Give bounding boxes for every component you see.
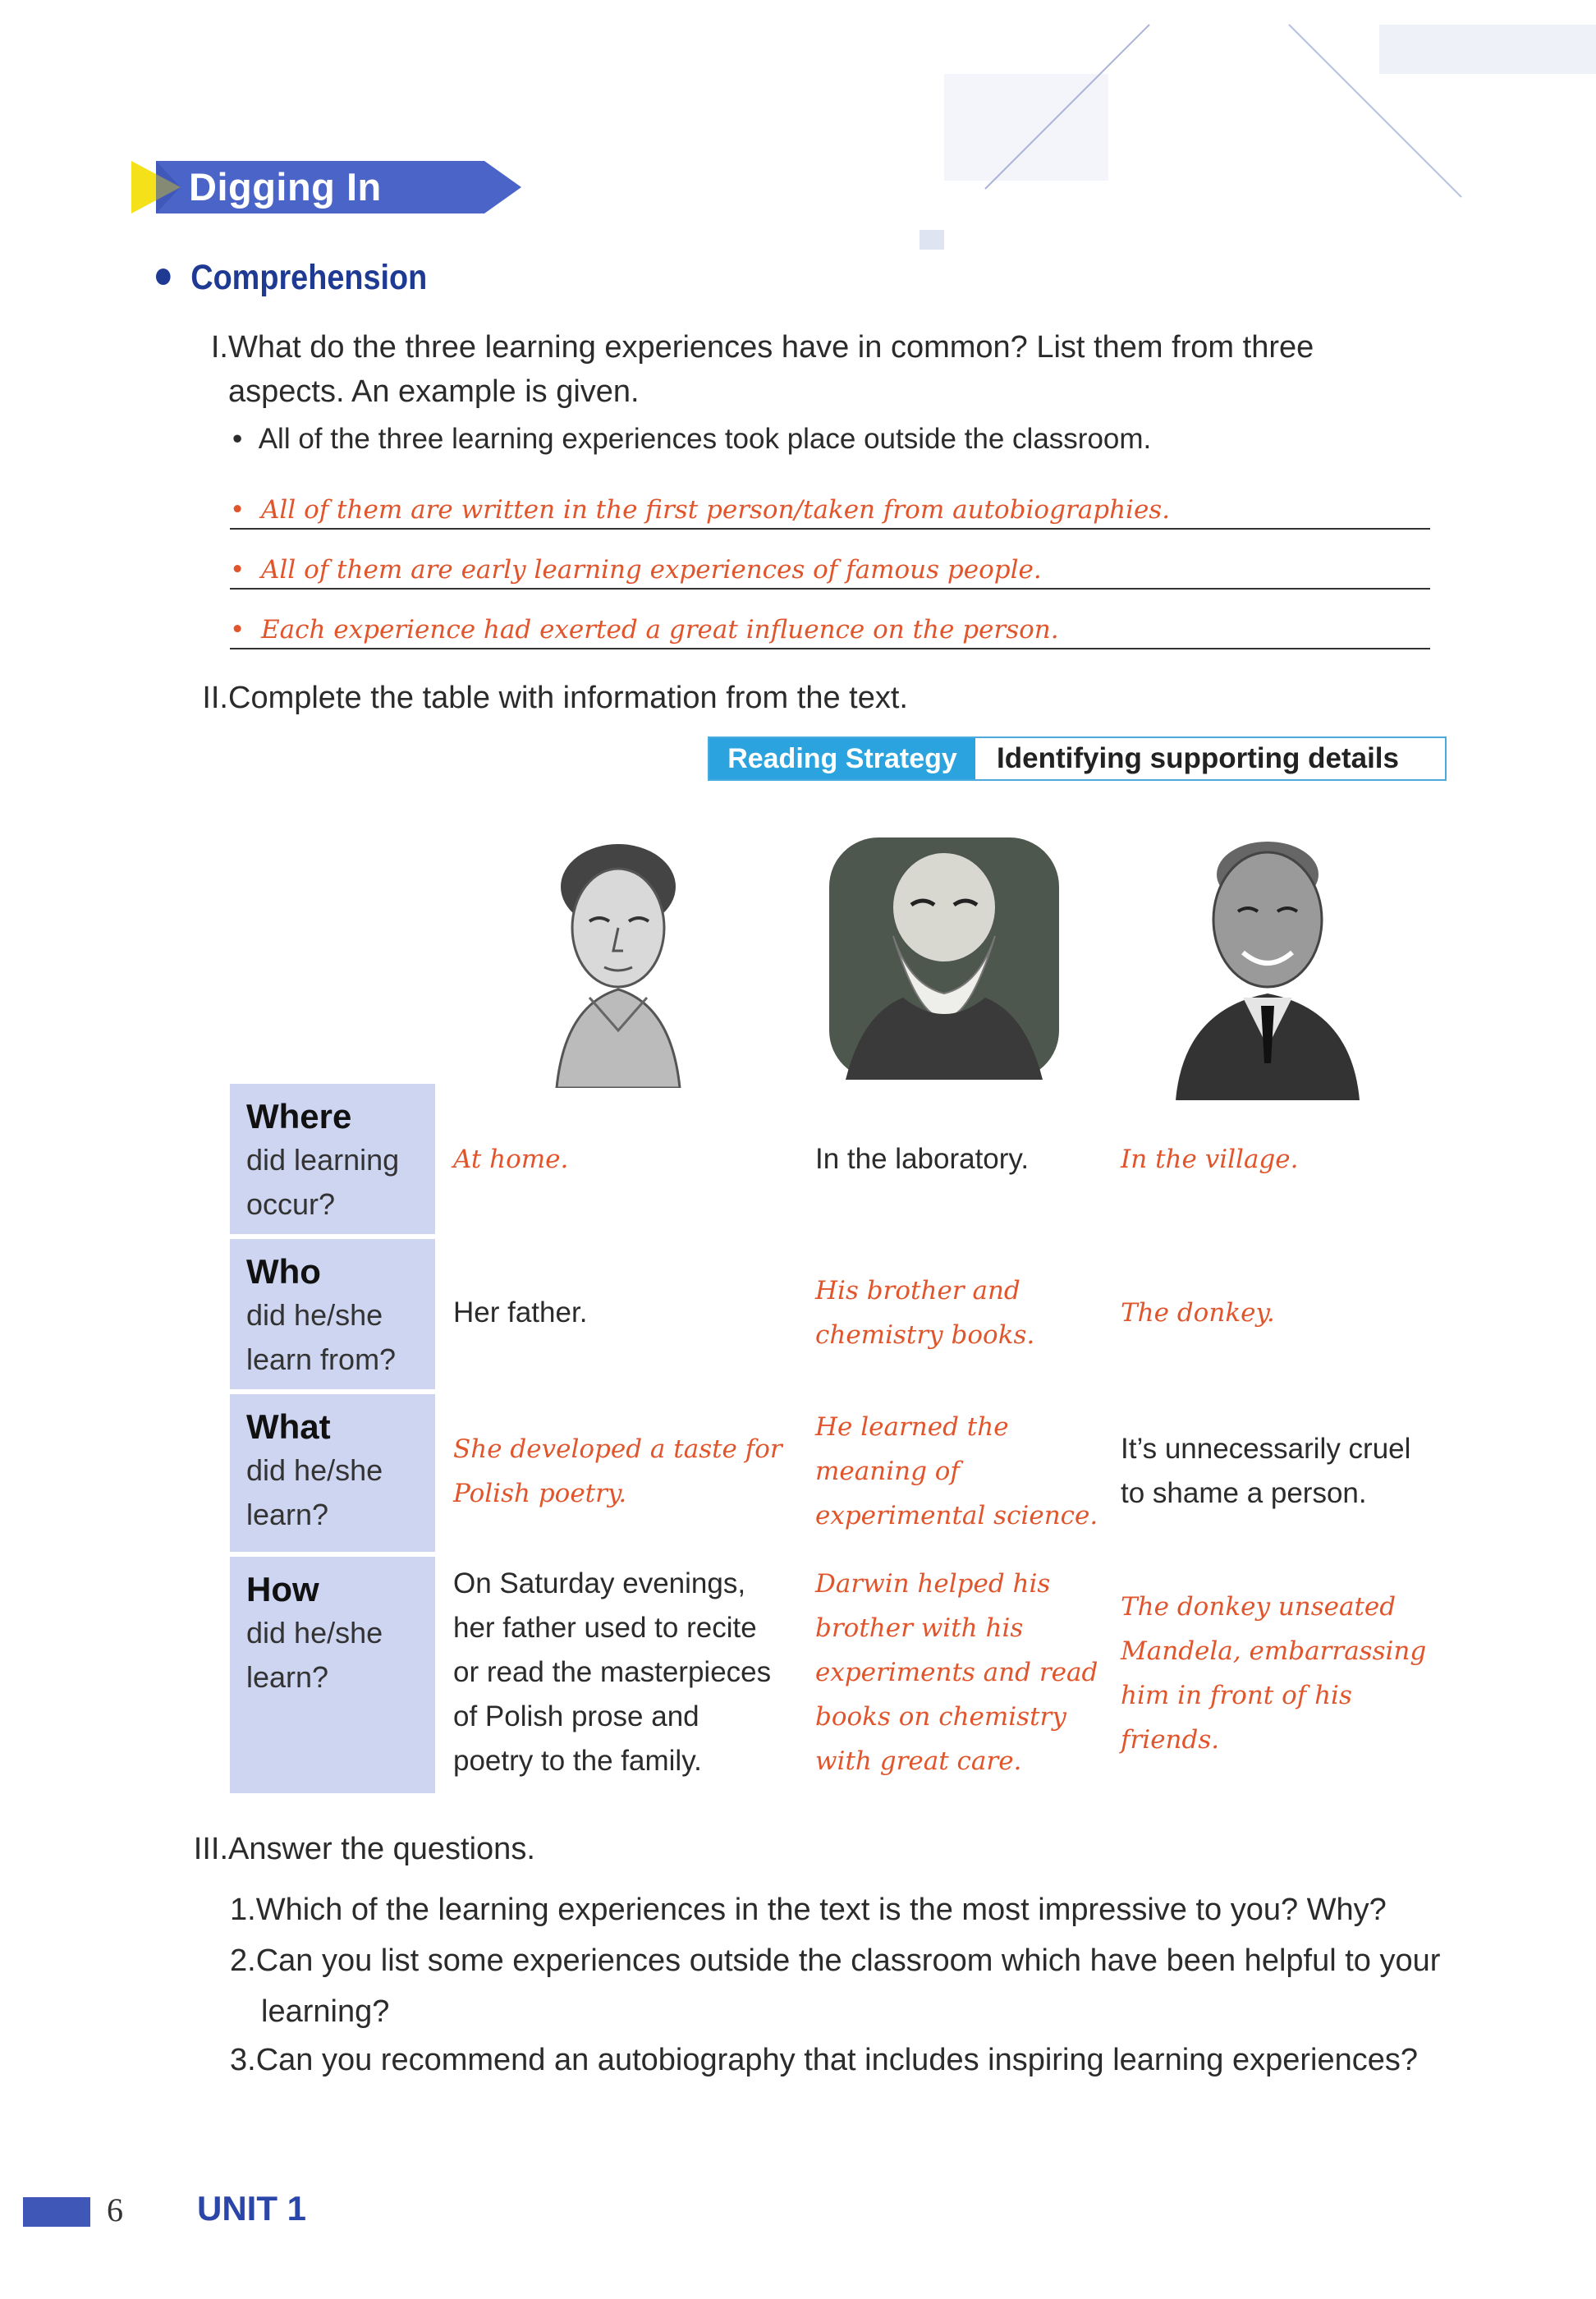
question-3-number: III. [193, 1832, 228, 1866]
example-line [232, 423, 1151, 456]
row-head-what-line-1: did he/she [246, 1453, 383, 1487]
item-number: 3. [230, 2043, 256, 2077]
reading-strategy-box [708, 737, 1447, 781]
row-head-who-line-1: did he/she [246, 1298, 383, 1332]
portrait-charles-darwin [821, 829, 1067, 1088]
cell-who-darwin: His brother and chemistry books. [815, 1276, 1035, 1350]
cell-where-curie: At home. [453, 1145, 569, 1174]
row-head-what-title: What [246, 1407, 331, 1446]
row-head-who [230, 1239, 435, 1389]
example-text: All of the three learning experiences took place outside the classroom. [258, 423, 1152, 455]
unit-label: UNIT 1 [197, 2189, 307, 2228]
question-1-line-1: What do the three learning experiences have in common? List them from three [228, 330, 1314, 365]
section-heading [156, 255, 427, 301]
row-head-where-line-2: occur? [246, 1187, 336, 1221]
cell-who-curie: Her father. [453, 1296, 588, 1328]
row-head-where [230, 1084, 435, 1234]
bullet-dot-icon [156, 268, 171, 285]
question-3-item-1 [230, 1884, 1461, 1935]
row-head-how-line-1: did he/she [246, 1616, 383, 1650]
question-1-line-2: aspects. An example is given. [228, 374, 640, 409]
question-2-text: Complete the table with information from the text. [228, 681, 908, 715]
answer-bullet-icon: • [230, 555, 261, 585]
cell-what-mandela: It’s unnecessarily cruel to shame a person. [1121, 1433, 1411, 1509]
row-head-where-line-1: did learning [246, 1143, 400, 1177]
answer-text-3: • Each experience had exerted a great influence on the person. [230, 615, 1059, 645]
row-head-what-line-2: learn? [246, 1498, 329, 1531]
question-3-text: Answer the questions. [228, 1832, 535, 1866]
answer-text-1: • All of them are written in the first person/taken from autobiographies. [230, 495, 1171, 525]
row-head-who-title: Who [246, 1252, 321, 1291]
cell-where-darwin: In the laboratory. [815, 1143, 1030, 1175]
answer-text-2: • All of them are early learning experiences of famous people. [230, 555, 1042, 585]
answer-bullet-icon: • [230, 495, 261, 525]
footer-bar [23, 2197, 90, 2227]
cell-what-darwin: He learned the meaning of experimental science. [815, 1412, 1098, 1530]
cell-how-darwin: Darwin helped his brother with his experiments and read books on chemistry with great care. [815, 1569, 1098, 1776]
cell-how-mandela: The donkey unseated Mandela, embarrassing him in front of his friends. [1121, 1592, 1427, 1755]
row-head-how-line-2: learn? [246, 1660, 329, 1694]
item-text: Can you recommend an autobiography that includes inspiring learning experiences? [255, 2043, 1419, 2077]
decorative-corner-lines [887, 16, 1596, 263]
answer-line-1 [230, 479, 1430, 530]
row-head-how-title: How [246, 1570, 319, 1608]
answer-line-3 [230, 599, 1430, 649]
row-head-who-line-2: learn from? [246, 1342, 397, 1376]
question-1-number: I. [210, 330, 228, 365]
reading-strategy-label: Reading Strategy [709, 738, 975, 779]
reading-strategy-text: Identifying supporting details [997, 742, 1399, 774]
question-3-item-2 [230, 1935, 1461, 2037]
cell-where-mandela: In the village. [1121, 1145, 1299, 1174]
item-text: Which of the learning experiences in the text is the most impressive to you? Why? [255, 1893, 1387, 1927]
row-head-how [230, 1557, 435, 1793]
item-text-cont: learning? [261, 1994, 390, 2029]
question-3 [171, 1827, 1484, 1871]
section-heading-label: Comprehension [190, 258, 428, 297]
cell-what-curie: She developed a taste for Polish poetry. [453, 1434, 782, 1508]
page-number: 6 [107, 2191, 123, 2228]
answer-line-2 [230, 539, 1430, 590]
question-3-item-3 [230, 2035, 1461, 2086]
item-number: 2. [230, 1943, 256, 1978]
portrait-marie-curie [499, 829, 737, 1088]
item-text: Can you list some experiences outside the classroom which have been helpful to your [255, 1943, 1441, 1978]
item-number: 1. [230, 1893, 256, 1927]
bullet-icon: • [232, 423, 259, 455]
page-title: Digging In [189, 165, 382, 209]
row-head-where-title: Where [246, 1097, 352, 1136]
answer-bullet-icon: • [230, 615, 261, 645]
row-head-what [230, 1394, 435, 1552]
portrait-nelson-mandela [1167, 829, 1369, 1100]
question-2-number: II. [202, 681, 228, 715]
cell-who-mandela: The donkey. [1121, 1298, 1275, 1328]
cell-how-curie: On Saturday evenings, her father used to recite or read the masterpieces of Polish prose and poetry to the family. [453, 1567, 772, 1777]
